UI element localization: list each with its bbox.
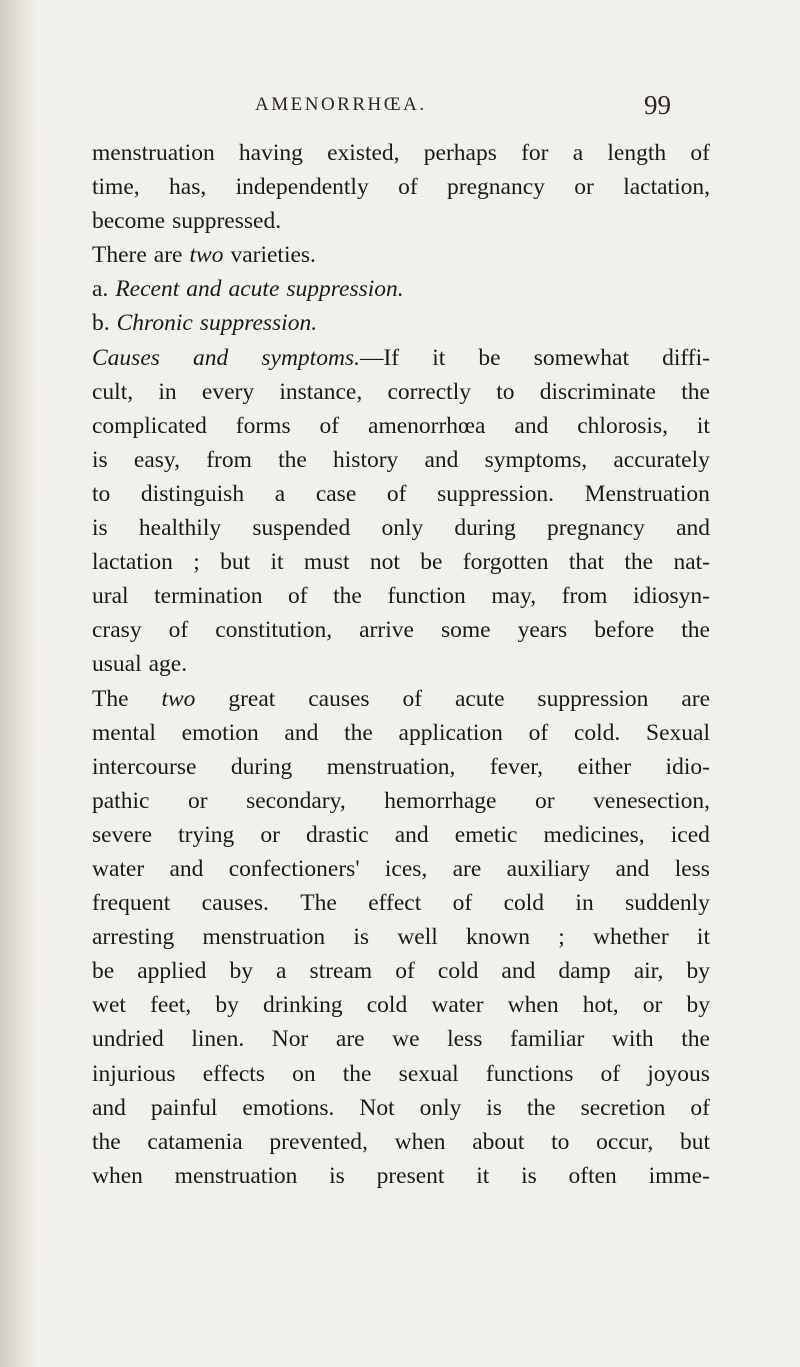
text-line: is easy, from the history and symptoms, accurately — [92, 446, 710, 473]
text-line: and painful emotions. Not only is the secretion of — [92, 1094, 710, 1121]
text-line: Causes and symptoms.—If it be somewhat diffi- — [92, 344, 710, 371]
text-line: to distinguish a case of suppression. Menstruation — [92, 480, 710, 507]
text-line: arresting menstruation is well known ; whether it — [92, 924, 710, 951]
text-line: the catamenia prevented, when about to occur, but — [92, 1128, 710, 1155]
text-line: lactation ; but it must not be forgotten that the nat- — [92, 549, 710, 576]
text-line: mental emotion and the application of cold. Sexual — [92, 719, 710, 746]
text-line: become suppressed. — [92, 208, 282, 235]
text-line: a. Recent and acute suppression. — [92, 276, 404, 303]
text-line: frequent causes. The effect of cold in suddenly — [92, 890, 710, 917]
text-line: be applied by a stream of cold and damp air, by — [92, 958, 710, 985]
text-line: crasy of constitution, arrive some years before the — [92, 617, 710, 644]
body-text — [92, 136, 710, 1193]
text-line: water and confectioners' ices, are auxiliary and less — [92, 855, 710, 882]
text-line: time, has, independently of pregnancy or lactation, — [92, 174, 710, 201]
text-line: There are two varieties. — [92, 242, 316, 269]
text-line: cult, in every instance, correctly to discriminate the — [92, 378, 710, 405]
text-line: ural termination of the function may, from idiosyn- — [92, 583, 710, 610]
text-line: complicated forms of amenorrhœa and chlorosis, it — [92, 412, 710, 439]
page-number: 99 — [644, 90, 671, 120]
text-line: severe trying or drastic and emetic medicines, iced — [92, 821, 710, 848]
text-line: b. Chronic suppression. — [92, 310, 318, 337]
text-line: injurious effects on the sexual functions of joyous — [92, 1060, 710, 1087]
text-line: menstruation having existed, perhaps for a length of — [92, 140, 710, 166]
text-line: when menstruation is present it is often imme- — [92, 1162, 710, 1189]
text-line: is healthily suspended only during pregnancy and — [92, 515, 710, 542]
running-head — [0, 90, 800, 120]
text-line: intercourse during menstruation, fever, either idio- — [92, 753, 710, 780]
running-head-title: AMENORRHŒA. — [255, 94, 427, 115]
text-line: pathic or secondary, hemorrhage or venesection, — [92, 787, 710, 814]
text-line: usual age. — [92, 651, 188, 678]
text-line: undried linen. Nor are we less familiar with the — [92, 1026, 710, 1053]
page-gutter-shadow — [0, 0, 36, 1367]
text-line: wet feet, by drinking cold water when hot, or by — [92, 992, 710, 1019]
text-line: The two great causes of acute suppression are — [92, 685, 710, 712]
